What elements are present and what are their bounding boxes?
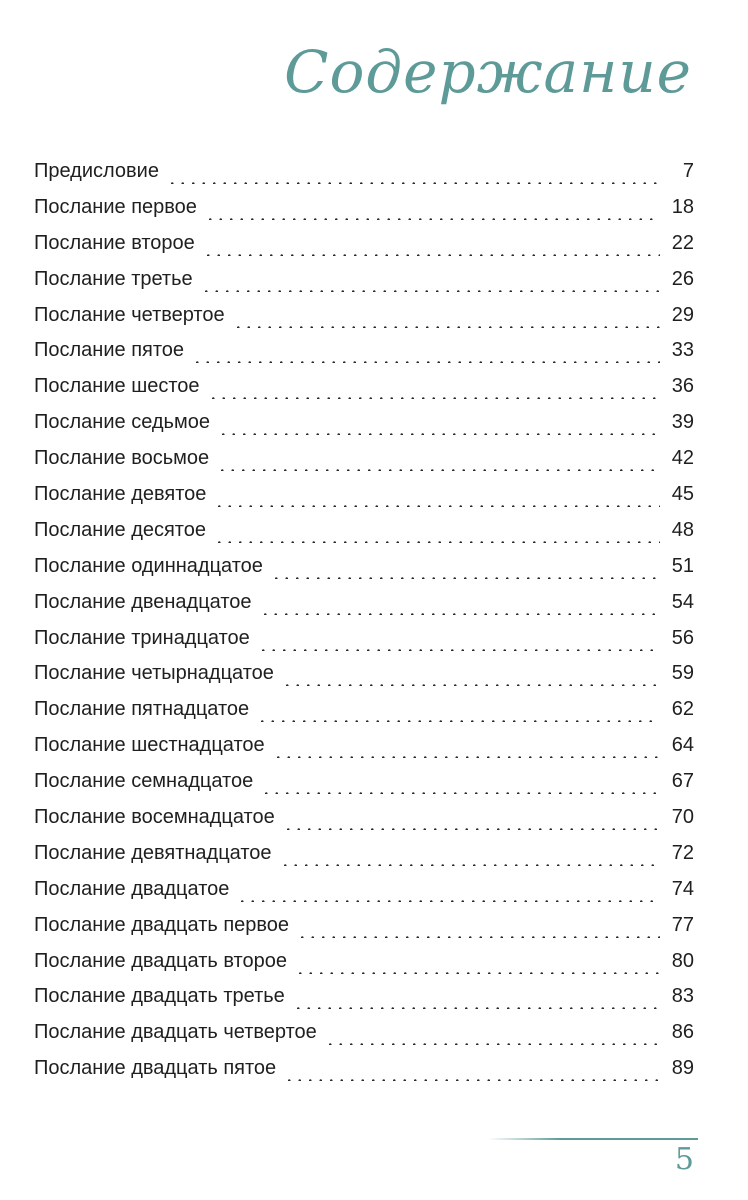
- toc-entry-page: 62: [671, 698, 694, 721]
- toc-entry[interactable]: [34, 160, 694, 196]
- toc-entry-page: 67: [671, 770, 694, 793]
- dot-leader: [295, 972, 660, 974]
- dot-leader: [325, 1043, 660, 1045]
- dot-leader: [214, 541, 660, 543]
- toc-entry-label: Послание двадцать пятое: [34, 1057, 277, 1080]
- toc-entry-page: 26: [671, 267, 694, 290]
- toc-entry-page: 33: [671, 339, 694, 362]
- toc-entry[interactable]: [34, 914, 694, 950]
- toc-entry[interactable]: [34, 1057, 694, 1093]
- dot-leader: [218, 433, 660, 435]
- toc-entry-label: Послание двадцать первое: [34, 913, 290, 936]
- toc-entry-page: 39: [671, 411, 694, 434]
- toc-entry-label: Послание первое: [34, 195, 197, 218]
- dot-leader: [237, 900, 660, 902]
- toc-entry[interactable]: [34, 950, 694, 986]
- toc-entry-label: Послание девятнадцатое: [34, 841, 272, 864]
- toc-entry-page: 80: [671, 949, 694, 972]
- toc-entry[interactable]: [34, 734, 694, 770]
- toc-entry-page: 18: [671, 195, 694, 218]
- toc-entry[interactable]: [34, 878, 694, 914]
- toc-entry-page: 74: [671, 877, 694, 900]
- toc-entry-page: 54: [671, 590, 694, 613]
- toc-entry[interactable]: [34, 447, 694, 483]
- dot-leader: [260, 613, 660, 615]
- toc-entry-label: Послание двадцать второе: [34, 949, 287, 972]
- toc-entry-label: Послание шестое: [34, 375, 200, 398]
- toc-entry-label: Послание тринадцатое: [34, 626, 250, 649]
- toc-entry-label: Послание третье: [34, 267, 193, 290]
- toc-entry-page: 36: [671, 375, 694, 398]
- toc-entry-label: Послание пятнадцатое: [34, 698, 250, 721]
- toc-entry[interactable]: [34, 770, 694, 806]
- toc-entry-label: Послание семнадцатое: [34, 770, 254, 793]
- toc-entry-label: Послание четырнадцатое: [34, 662, 274, 685]
- toc-entry-label: Послание двенадцатое: [34, 590, 252, 613]
- toc-entry[interactable]: [34, 519, 694, 555]
- toc-entry[interactable]: [34, 304, 694, 340]
- dot-leader: [192, 361, 660, 363]
- dot-leader: [261, 792, 660, 794]
- toc-entry-label: Послание четвертое: [34, 303, 225, 326]
- toc-entry[interactable]: [34, 411, 694, 447]
- toc-entry-page: 7: [682, 160, 694, 182]
- table-of-contents: [34, 160, 694, 1093]
- toc-entry[interactable]: [34, 555, 694, 591]
- toc-entry[interactable]: [34, 339, 694, 375]
- dot-leader: [201, 290, 660, 292]
- toc-entry[interactable]: [34, 842, 694, 878]
- toc-entry-label: Послание восьмое: [34, 447, 210, 470]
- toc-entry-page: 83: [671, 985, 694, 1008]
- dot-leader: [273, 756, 660, 758]
- dot-leader: [282, 684, 660, 686]
- dot-leader: [257, 720, 660, 722]
- toc-entry-label: Послание второе: [34, 231, 195, 254]
- toc-entry-label: Послание пятое: [34, 339, 185, 362]
- toc-entry-page: 48: [671, 518, 694, 541]
- dot-leader: [293, 1007, 660, 1009]
- page-number: 5: [674, 1142, 694, 1177]
- dot-leader: [214, 505, 660, 507]
- dot-leader: [283, 828, 660, 830]
- footer-rule: [488, 1138, 698, 1140]
- toc-entry[interactable]: [34, 483, 694, 519]
- toc-entry-page: 42: [671, 447, 694, 470]
- toc-entry[interactable]: [34, 698, 694, 734]
- dot-leader: [217, 469, 660, 471]
- toc-entry[interactable]: [34, 662, 694, 698]
- dot-leader: [208, 397, 660, 399]
- toc-entry-label: Послание десятое: [34, 518, 206, 541]
- dot-leader: [284, 1079, 660, 1081]
- toc-entry[interactable]: [34, 627, 694, 663]
- toc-entry-page: 51: [671, 554, 694, 577]
- dot-leader: [271, 577, 660, 579]
- toc-entry-page: 64: [671, 734, 694, 757]
- toc-entry[interactable]: [34, 591, 694, 627]
- dot-leader: [297, 936, 660, 938]
- dot-leader: [258, 649, 660, 651]
- toc-entry-page: 45: [671, 483, 694, 506]
- toc-entry-page: 70: [671, 806, 694, 829]
- toc-entry-page: 77: [671, 913, 694, 936]
- toc-entry[interactable]: [34, 375, 694, 411]
- toc-entry[interactable]: [34, 985, 694, 1021]
- toc-entry-page: 59: [671, 662, 694, 685]
- toc-entry-page: 72: [671, 841, 694, 864]
- dot-leader: [280, 864, 660, 866]
- toc-entry[interactable]: [34, 1021, 694, 1057]
- dot-leader: [167, 182, 660, 184]
- toc-entry-page: 89: [671, 1057, 694, 1080]
- dot-leader: [203, 254, 660, 256]
- toc-entry-page: 56: [671, 626, 694, 649]
- page-title: Содержание: [284, 38, 692, 106]
- toc-entry-page: 22: [671, 231, 694, 254]
- toc-entry[interactable]: [34, 268, 694, 304]
- toc-entry-page: 86: [671, 1021, 694, 1044]
- toc-entry-page: 29: [671, 303, 694, 326]
- toc-entry-label: Послание седьмое: [34, 411, 210, 434]
- toc-entry-label: Послание двадцать третье: [34, 985, 285, 1008]
- toc-entry-label: Послание двадцать четвертое: [34, 1021, 317, 1044]
- toc-entry-label: Послание двадцатое: [34, 877, 230, 900]
- dot-leader: [233, 326, 660, 328]
- toc-entry-label: Послание девятое: [34, 483, 207, 506]
- toc-entry[interactable]: [34, 232, 694, 268]
- toc-entry-label: Предисловие: [34, 160, 159, 182]
- toc-entry-label: Послание одиннадцатое: [34, 554, 263, 577]
- toc-entry-label: Послание шестнадцатое: [34, 734, 265, 757]
- toc-entry-label: Послание восемнадцатое: [34, 806, 275, 829]
- toc-entry[interactable]: [34, 806, 694, 842]
- toc-entry[interactable]: [34, 196, 694, 232]
- dot-leader: [205, 218, 660, 220]
